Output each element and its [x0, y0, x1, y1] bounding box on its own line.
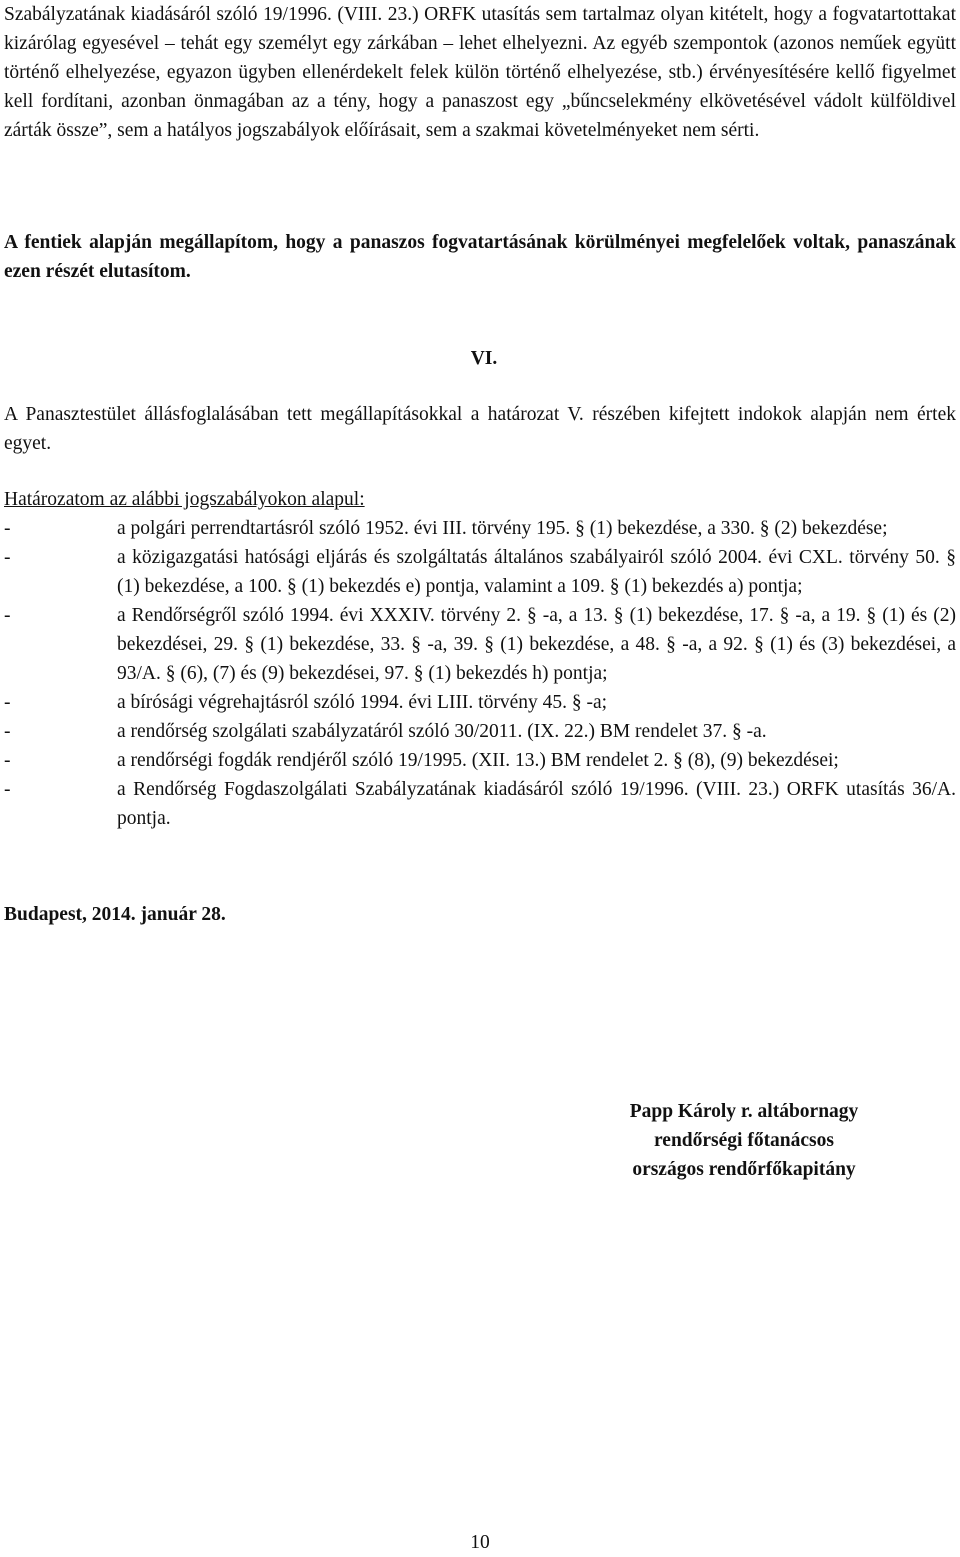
list-item — [4, 688, 956, 717]
list-dash: - — [4, 518, 11, 539]
legal-basis-heading: Határozatom az alábbi jogszabályokon alapul: — [4, 489, 365, 510]
list-dash: - — [4, 750, 11, 771]
list-dash: - — [4, 605, 11, 626]
list-item-text: a Rendőrség Fogdaszolgálati Szabályzatának kiadásáról szóló 19/1996. (VIII. 23.) ORFK utasítás 36/A. pontja. — [117, 779, 956, 829]
list-dash: - — [4, 547, 11, 568]
list-item-text: a bírósági végrehajtásról szóló 1994. évi LIII. törvény 45. § -a; — [117, 692, 608, 713]
signatory-name: Papp Károly r. altábornagy — [629, 1101, 859, 1122]
list-item — [4, 775, 956, 833]
dissent-paragraph: A Panasztestület állásfoglalásában tett megállapításokkal a határozat V. részében kifejtett indokok alapján nem értek egyet. — [4, 404, 956, 454]
list-dash: - — [4, 779, 11, 800]
section-number: VI. — [470, 348, 498, 369]
list-item-text: a Rendőrségről szóló 1994. évi XXXIV. törvény 2. § -a, a 13. § (1) bekezdése, 17. § -a, a 19. § (1) és (2) bekezdései, 29. § (1) bekezdése, 33. § -a, 39. § (1) bekezdése, a 48. § -a, a 92. § (1) és (3) bekezdései, a 93/A. § (6), (7) és (9) bekezdései, 97. § (1) bekezdés h) pontja; — [117, 605, 956, 684]
list-item — [4, 514, 956, 543]
document-page — [4, 0, 956, 1553]
legal-basis-section — [4, 485, 956, 833]
list-item — [4, 717, 956, 746]
legal-basis-list — [4, 514, 956, 833]
list-item-text: a rendőrségi fogdák rendjéről szóló 19/1995. (XII. 13.) BM rendelet 2. § (8), (9) bekezdései; — [117, 750, 839, 771]
page-number: 10 — [470, 1532, 490, 1553]
top-paragraph: Szabályzatának kiadásáról szóló 19/1996. (VIII. 23.) ORFK utasítás sem tartalmaz olyan kitételt, hogy a fogvatartottakat kizárólag egyesével – tehát egy személyt egy zárkában – lehet elhelyezni. Az egyéb szempontok (azonos neműek együtt történő elhelyezése, egyazon ügyben ellenérdekelt felek külön történő elhelyezése, stb.) érvényesítésére kellő figyelmet kell fordítani, azonban önmagában az a tény, hogy a panaszost egy „bűncselekmény elkövetésével vádolt külföldivel zárták össze”, sem a hatályos jogszabályok előírásait, sem a szakmai követelményeket nem sérti. — [4, 4, 956, 141]
list-item-text: a rendőrség szolgálati szabályzatáról szóló 30/2011. (IX. 22.) BM rendelet 37. § -a. — [117, 721, 767, 742]
conclusion-paragraph: A fentiek alapján megállapítom, hogy a panaszos fogvatartásának körülményei megfelelőek voltak, panaszának ezen részét elutasítom. — [4, 232, 956, 282]
place-and-date: Budapest, 2014. január 28. — [4, 904, 226, 925]
list-dash: - — [4, 692, 11, 713]
signature-block — [574, 1097, 914, 1184]
list-item-text: a polgári perrendtartásról szóló 1952. évi III. törvény 195. § (1) bekezdése, a 330. § (2) bekezdése; — [117, 518, 888, 539]
list-item — [4, 601, 956, 688]
signatory-position: országos rendőrfőkapitány — [632, 1159, 856, 1180]
list-item-text: a közigazgatási hatósági eljárás és szolgáltatás általános szabályairól szóló 2004. évi CXL. törvény 50. § (1) bekezdése, a 100. § (1) bekezdés e) pontja, valamint a 109. § (1) bekezdés a) pontja; — [117, 547, 956, 597]
signatory-title: rendőrségi főtanácsos — [653, 1130, 834, 1151]
list-item — [4, 543, 956, 601]
list-dash: - — [4, 721, 11, 742]
list-item — [4, 746, 956, 775]
